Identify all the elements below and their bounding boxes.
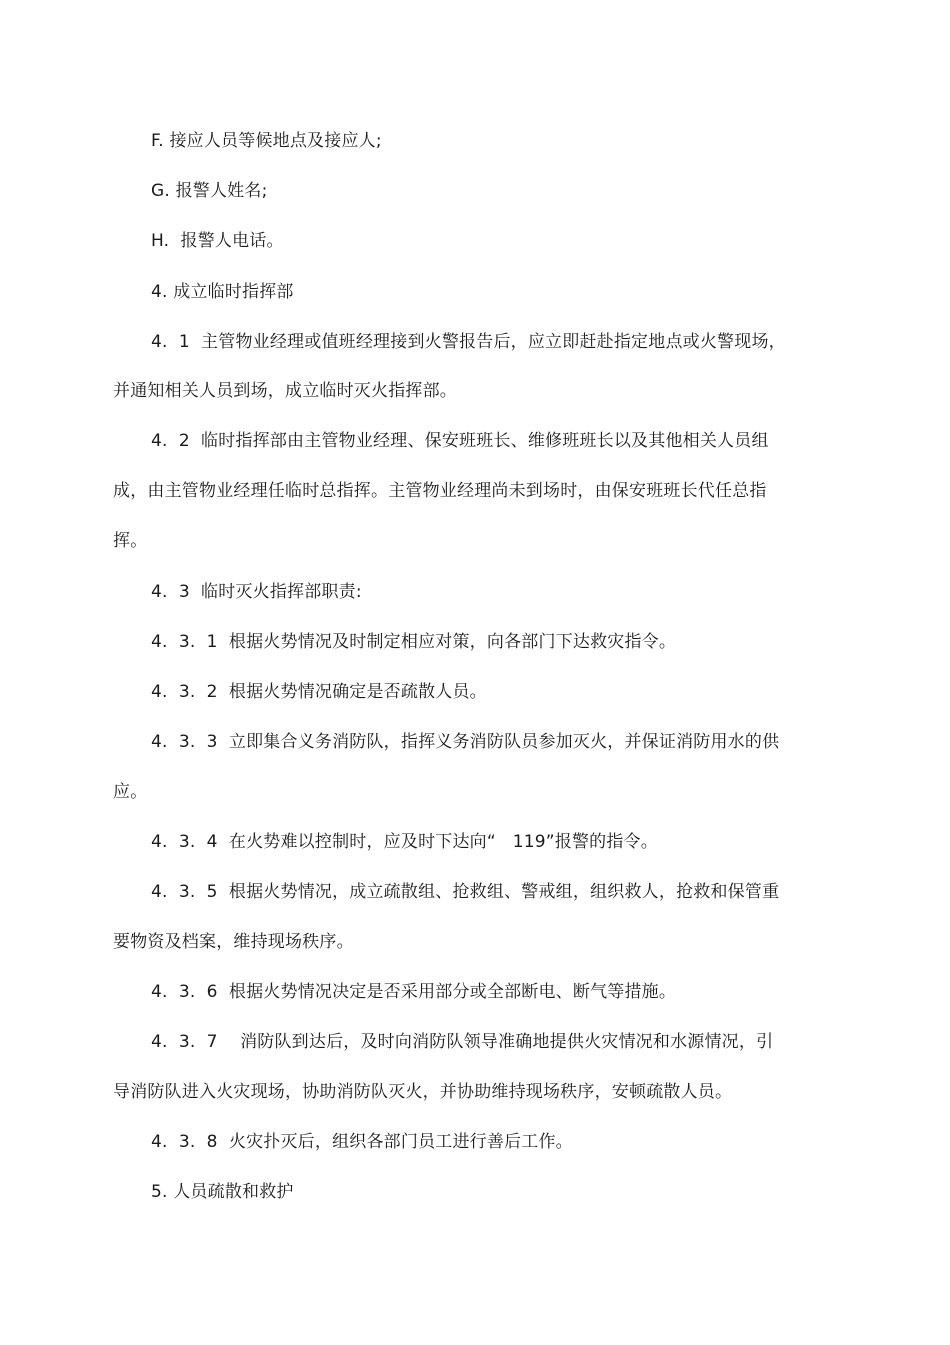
text-line: 应。	[113, 782, 148, 802]
text-line: 4. 2 临时指挥部由主管物业经理、保安班班长、维修班班长以及其他相关人员组	[151, 431, 769, 451]
text-line: 4. 3. 3 立即集合义务消防队，指挥义务消防队员参加灭火，并保证消防用水的供	[151, 732, 780, 752]
section-heading: 5. 人员疏散和救护	[151, 1182, 294, 1202]
text-line: 4. 1 主管物业经理或值班经理接到火警报告后，应立即赶赴指定地点或火警现场，	[151, 332, 786, 352]
text-line: G. 报警人姓名;	[151, 181, 268, 201]
text-line: 4. 3. 8 火灾扑灭后，组织各部门员工进行善后工作。	[151, 1132, 573, 1152]
text-line: 4. 3. 2 根据火势情况确定是否疏散人员。	[151, 682, 487, 702]
text-line: 并通知相关人员到场，成立临时灭火指挥部。	[113, 381, 457, 401]
text-line: F. 接应人员等候地点及接应人;	[151, 131, 382, 151]
text-line: 4. 3 临时灭火指挥部职责:	[151, 582, 362, 602]
text-line: 挥。	[113, 531, 148, 551]
text-line: 4. 3. 6 根据火势情况决定是否采用部分或全部断电、断气等措施。	[151, 982, 677, 1002]
text-line: 要物资及档案，维持现场秩序。	[113, 932, 354, 952]
text-line: 4. 3. 4 在火势难以控制时，应及时下达向“ 119”报警的指令。	[151, 832, 658, 852]
text-line: 4. 3. 7 消防队到达后，及时向消防队领导准确地提供火灾情况和水源情况，引	[151, 1032, 774, 1052]
text-line: 成，由主管物业经理任临时总指挥。主管物业经理尚未到场时，由保安班班长代任总指	[113, 481, 767, 501]
text-line: 4. 3. 5 根据火势情况，成立疏散组、抢救组、警戒组，组织救人，抢救和保管重	[151, 882, 780, 902]
section-heading: 4. 成立临时指挥部	[151, 282, 294, 302]
text-line: 导消防队进入火灾现场，协助消防队灭火，并协助维持现场秩序，安顿疏散人员。	[113, 1082, 733, 1102]
text-line: H. 报警人电话。	[151, 231, 284, 251]
text-line: 4. 3. 1 根据火势情况及时制定相应对策，向各部门下达救灾指令。	[151, 632, 677, 652]
